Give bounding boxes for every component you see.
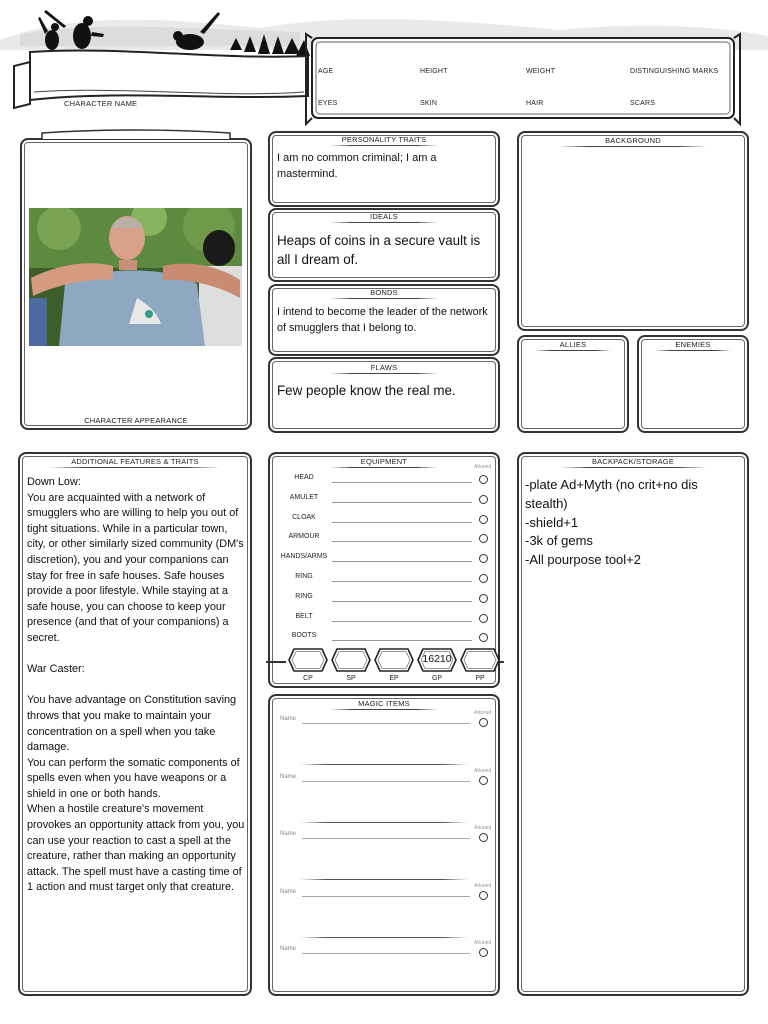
attuned-checkbox[interactable] (479, 891, 488, 900)
equipment-slot-cloak[interactable] (270, 510, 498, 530)
magic-item-row[interactable] (270, 940, 498, 996)
coin-gp-field[interactable] (417, 648, 457, 672)
personality-traits-panel (268, 131, 500, 207)
skin-label: SKIN (420, 100, 438, 107)
magic-item-divider (300, 879, 468, 880)
equipment-slot-label: AMULET (289, 493, 319, 501)
magic-item-attuned-label: Attuned (474, 710, 492, 716)
coin-cp-field[interactable] (288, 648, 328, 672)
additional-features-title: ADDITIONAL FEATURES & TRAITS (71, 457, 199, 466)
backpack-panel (517, 452, 749, 996)
bonds-title: BONDS (370, 288, 398, 297)
magic-item-divider (300, 937, 468, 938)
equipment-slot-label: RING (295, 573, 313, 580)
equipment-slot-label: HANDS/ARMS (280, 553, 328, 561)
attuned-checkbox[interactable] (479, 948, 488, 957)
magic-item-name-line[interactable] (302, 723, 470, 724)
height-label: HEIGHT (420, 68, 448, 75)
magic-items-title: MAGIC ITEMS (358, 699, 410, 708)
attuned-checkbox[interactable] (479, 718, 488, 727)
magic-item-name-line[interactable] (302, 838, 470, 839)
coin-pp-field[interactable] (460, 648, 500, 672)
coin-label: GP (431, 675, 443, 682)
equipment-slot-armour[interactable] (270, 529, 498, 549)
attuned-checkbox[interactable] (479, 633, 488, 642)
coin-label: SP (346, 675, 356, 682)
flaws-text[interactable]: Few people know the real me. (277, 383, 456, 398)
attuned-checkbox[interactable] (479, 574, 488, 583)
distinguishing-marks-label: DISTINGUISHING MARKS (630, 68, 719, 75)
additional-features-text[interactable]: Down Low: You are acquainted with a network of smugglers who are willing to help you out of tight situations. While in a particular town, city, or other similarly sized community (DM's discretion), you and your companions can stay for free in safe houses. Safe houses provide a poor lifestyle. While staying at a safe house, you can choose to keep your presence (and that of your companions) a secret. War Caster: You have advantage on Constitution saving throws that you make to maintain your concentration on a spell when you take damage. You can perform the somatic components of spells even when you have weapons or a shield in one or both hands. When a hostile creature's movement provokes an opportunity attack from you, you can use your reaction to cast a spell at the creature, rather than making an opportunity attack. The spell must have a casting time of 1 action and must target only that creature. (27, 476, 245, 894)
equipment-slot-head[interactable] (270, 470, 498, 490)
equipment-slot-label: BELT (295, 612, 313, 620)
equipment-slot-label: CLOAK (292, 513, 316, 521)
attuned-checkbox[interactable] (479, 614, 488, 623)
magic-item-attuned-label: Attuned (474, 882, 492, 889)
bonds-text[interactable]: I intend to become the leader of the network of smugglers that I belong to. (277, 306, 491, 334)
coin-label: EP (389, 675, 399, 682)
attuned-checkbox[interactable] (479, 594, 488, 603)
equipment-slot-label: RING (295, 592, 313, 600)
coin-label: CP (303, 675, 313, 682)
equipment-slot-label: BOOTS (291, 632, 317, 640)
equipment-slot-label: ARMOUR (288, 533, 320, 541)
background-panel[interactable] (517, 131, 749, 331)
magic-items-panel (268, 694, 500, 996)
magic-item-divider (300, 764, 468, 765)
magic-item-name-label: Name (280, 773, 297, 780)
equipment-slot-line[interactable] (332, 581, 472, 582)
magic-item-attuned-label: Attuned (474, 767, 492, 774)
weight-label: WEIGHT (526, 68, 556, 75)
allies-panel[interactable] (517, 335, 629, 433)
backpack-text[interactable]: -plate Ad+Myth (no crit+no dis stealth) -shield+1 -3k of gems -All pourpose tool+2 (525, 477, 698, 568)
character-name-label: CHARACTER NAME (64, 99, 138, 108)
magic-item-row[interactable] (270, 768, 498, 824)
enemies-panel[interactable] (637, 335, 749, 433)
ideals-panel (268, 208, 500, 282)
equipment-slot-line[interactable] (332, 601, 472, 602)
allies-title: ALLIES (559, 340, 587, 349)
ideals-title: IDEALS (370, 212, 398, 221)
coin-label: PP (475, 675, 485, 682)
magic-item-row[interactable] (270, 883, 498, 939)
header-banner-art (0, 0, 768, 130)
attuned-checkbox[interactable] (479, 833, 488, 842)
equipment-slot-belt[interactable] (270, 609, 498, 629)
equipment-slot-hands-arms[interactable] (270, 549, 498, 569)
magic-item-name-line[interactable] (302, 781, 470, 782)
magic-item-name-label: Name (280, 946, 297, 952)
flaws-panel (268, 357, 500, 433)
equipment-slot-line[interactable] (332, 522, 472, 523)
attuned-checkbox[interactable] (479, 776, 488, 785)
equipment-slot-line[interactable] (332, 502, 472, 503)
hair-label: HAIR (526, 100, 544, 107)
magic-item-row[interactable] (270, 825, 498, 881)
equipment-title: EQUIPMENT (360, 457, 408, 466)
backpack-title: BACKPACK/STORAGE (591, 457, 675, 466)
magic-item-name-line[interactable] (302, 896, 470, 897)
character-appearance-panel (20, 138, 252, 430)
attuned-checkbox[interactable] (479, 534, 488, 543)
attuned-checkbox[interactable] (479, 554, 488, 563)
bonds-panel (268, 284, 500, 356)
scars-label: SCARS (630, 100, 656, 107)
equipment-slot-amulet[interactable] (270, 490, 498, 510)
enemies-title: ENEMIES (675, 340, 711, 349)
additional-features-panel (18, 452, 252, 996)
attuned-checkbox[interactable] (479, 495, 488, 504)
magic-item-name-label: Name (280, 831, 297, 837)
personality-traits-title: PERSONALITY TRAITS (341, 135, 427, 144)
equipment-slot-line[interactable] (332, 621, 472, 622)
character-appearance-title: CHARACTER APPEARANCE (84, 416, 188, 425)
attuned-checkbox[interactable] (479, 515, 488, 524)
magic-item-name-line[interactable] (302, 953, 470, 954)
equipment-slot-ring[interactable] (270, 569, 498, 589)
equipment-slot-line[interactable] (332, 541, 472, 542)
equipment-slot-label: HEAD (294, 474, 314, 481)
magic-item-row[interactable] (270, 710, 498, 766)
coin-ep-field[interactable] (374, 648, 414, 672)
coin-purse (262, 646, 508, 686)
attuned-checkbox[interactable] (479, 475, 488, 484)
equipment-slot-line[interactable] (332, 640, 472, 641)
flaws-title: FLAWS (370, 363, 398, 372)
appearance-top-ornament (40, 128, 232, 140)
personality-traits-text[interactable]: I am no common criminal; I am a mastermind. (277, 152, 440, 180)
coin-sp-field[interactable] (331, 648, 371, 672)
equipment-slot-ring[interactable] (270, 589, 498, 609)
magic-item-attuned-label: Attuned (474, 825, 492, 831)
background-title: BACKGROUND (605, 136, 661, 145)
equipment-attuned-label: Attuned (474, 464, 492, 470)
magic-item-divider (300, 822, 468, 823)
ideals-text[interactable]: Heaps of coins in a secure vault is all I dream of. (277, 233, 484, 267)
coin-value: 16210 (422, 653, 452, 665)
eyes-label: EYES (318, 100, 338, 107)
age-label: AGE (318, 68, 334, 75)
magic-item-attuned-label: Attuned (474, 940, 492, 946)
magic-item-name-label: Name (280, 888, 297, 895)
equipment-slot-line[interactable] (332, 482, 472, 483)
equipment-slot-line[interactable] (332, 561, 472, 562)
character-portrait (29, 208, 242, 346)
magic-item-name-label: Name (280, 716, 297, 722)
